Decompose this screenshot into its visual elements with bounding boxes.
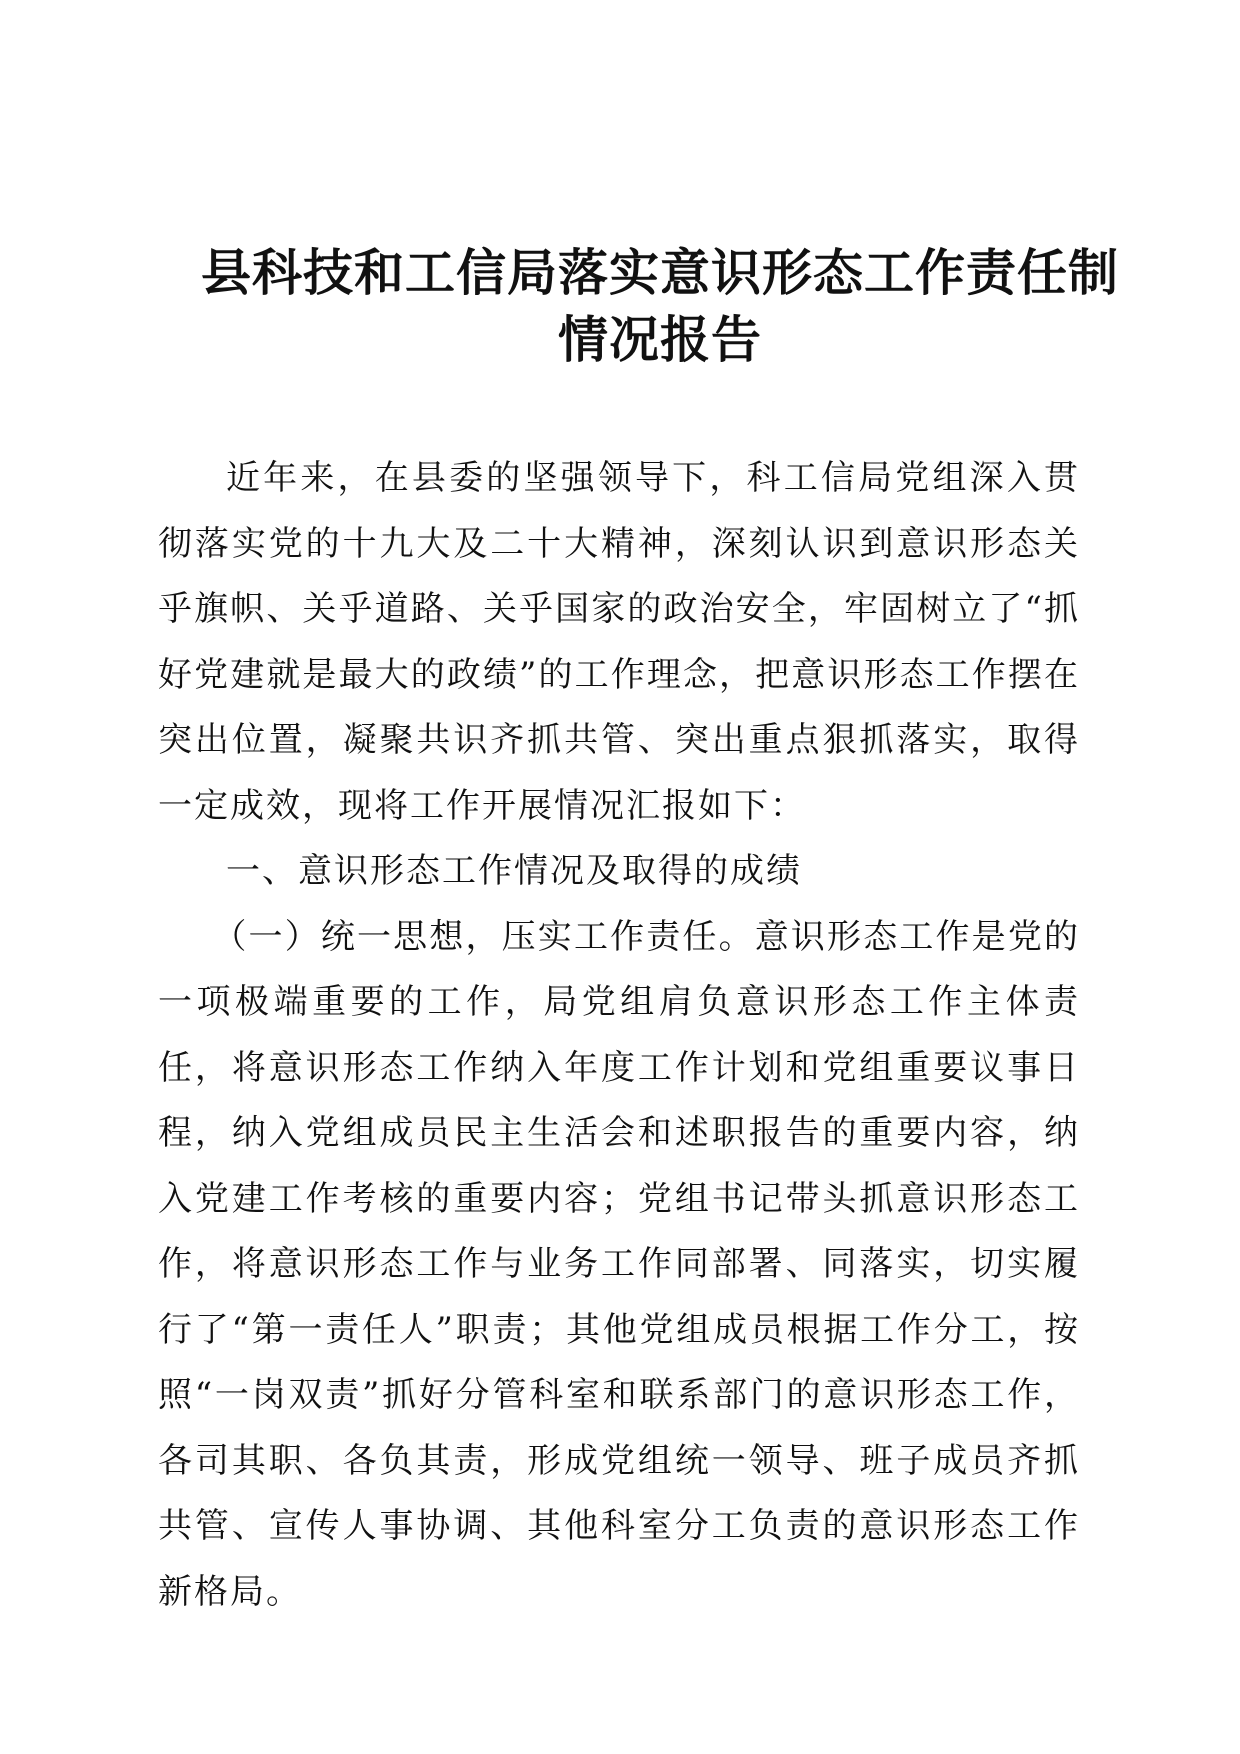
document-title-line-1: 县科技和工信局落实意识形态工作责任制 [201, 243, 1119, 302]
subsection-paragraph-1: （一）统一思想，压实工作责任。意识形态工作是党的一项极端重要的工作，局党组肩负意识形态工作主体责任，将意识形态工作纳入年度工作计划和党组重要议事日程，纳入党组成员民主生活会和述职报告的重要内容，纳入党建工作考核的重要内容；党组书记带头抓意识形态工作，将意识形态工作与业务工作同部署、同落实，切实履行了“第一责任人”职责；其他党组成员根据工作分工，按照“一岗双责”抓好分管科室和联系部门的意识形态工作，各司其职、各负其责，形成党组统一领导、班子成员齐抓共管、宣传人事协调、其他科室分工负责的意识形态工作新格局。 [158, 916, 1080, 1612]
document-title-line-2: 情况报告 [558, 310, 762, 369]
intro-paragraph: 近年来，在县委的坚强领导下，科工信局党组深入贯彻落实党的十九大及二十大精神，深刻认识到意识形态关乎旗帜、关乎道路、关乎国家的政治安全，牢固树立了“抓好党建就是最大的政绩”的工作理念，把意识形态工作摆在突出位置，凝聚共识齐抓共管、突出重点狠抓落实，取得一定成效，现将工作开展情况汇报如下： [158, 458, 1080, 826]
document-body [158, 446, 1080, 1625]
section-heading-1: 一、意识形态工作情况及取得的成绩 [226, 851, 802, 891]
